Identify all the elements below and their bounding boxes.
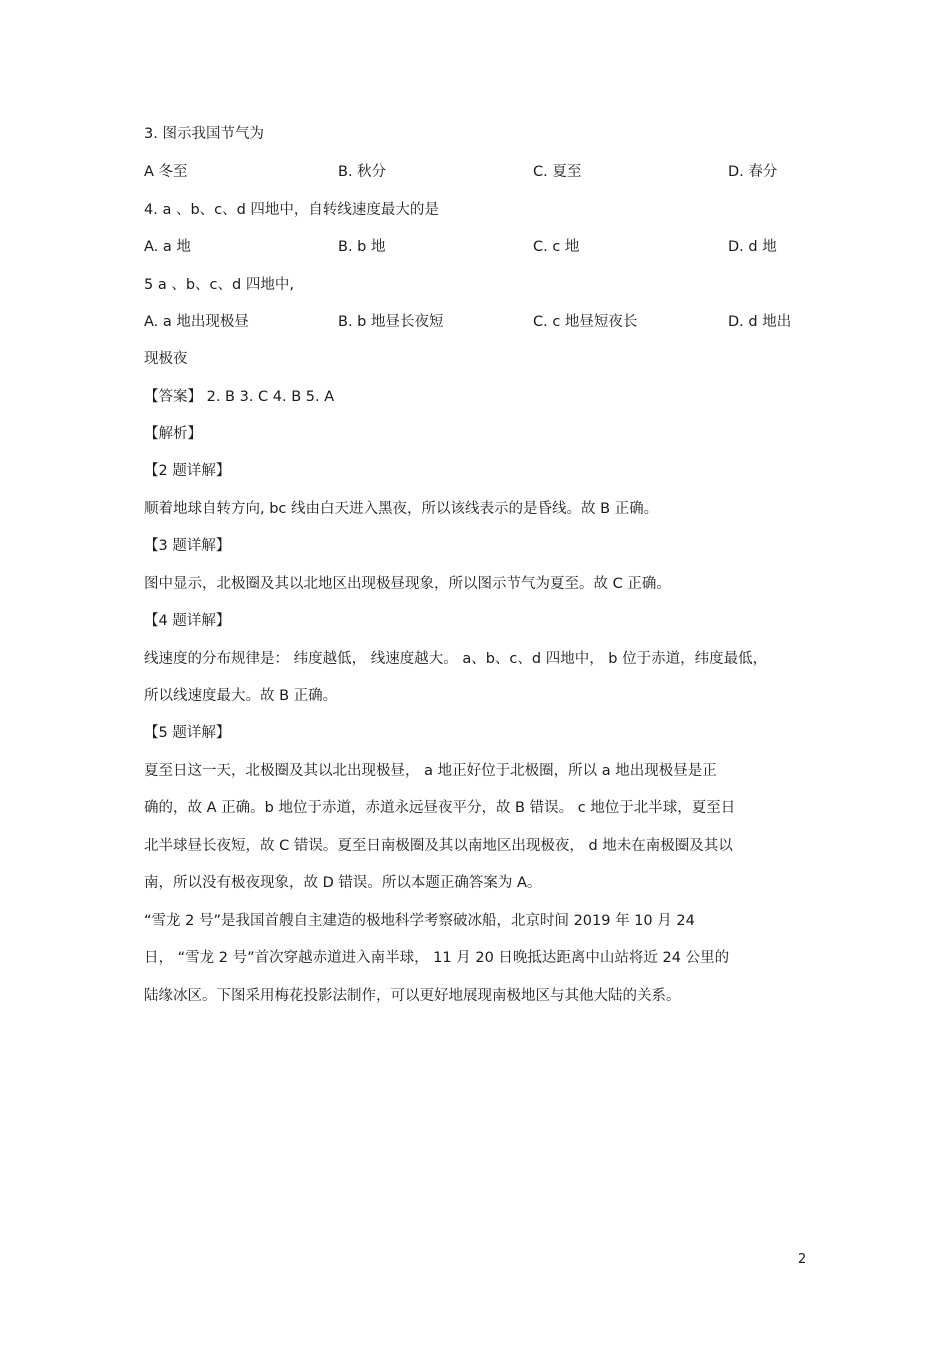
q4-option-b: B. b 地 — [338, 239, 386, 255]
detail-2-heading: 【2 题详解】 — [144, 463, 231, 479]
q5-option-c: C. c 地昼短夜长 — [533, 314, 638, 330]
passage-text-3: 陆缘冰区。下图采用梅花投影法制作，可以更好地展现南极地区与其他大陆的关系。 — [144, 988, 681, 1004]
q3-option-b: B. 秋分 — [338, 164, 387, 180]
passage-text-2: 日， “雪龙 2 号”首次穿越赤道进入南半球， 11 月 20 日晚抵达距离中山站将近 24 公里的 — [144, 950, 730, 966]
q5-option-d: D. d 地出 — [728, 314, 792, 330]
detail-3-heading: 【3 题详解】 — [144, 538, 231, 554]
page-number: 2 — [798, 1252, 807, 1267]
detail-5-text-3: 北半球昼长夜短，故 C 错误。夏至日南极圈及其以南地区出现极夜， d 地未在南极圈及其以 — [144, 838, 733, 854]
q5-option-b: B. b 地昼长夜短 — [338, 314, 444, 330]
detail-3-text: 图中显示，北极圈及其以北地区出现极昼现象，所以图示节气为夏至。故 C 正确。 — [144, 576, 671, 592]
q4-stem: 4. a 、b、c、d 四地中，自转线速度最大的是 — [144, 202, 439, 218]
q3-stem: 3. 图示我国节气为 — [144, 126, 264, 142]
q5-stem: 5 a 、b、c、d 四地中, — [144, 277, 294, 293]
detail-2-text: 顺着地球自转方向, bc 线由白天进入黑夜，所以该线表示的是昏线。故 B 正确。 — [144, 501, 659, 517]
passage-text-1: “雪龙 2 号”是我国首艘自主建造的极地科学考察破冰船，北京时间 2019 年 10 月 24 — [144, 913, 695, 929]
q5-option-d-continuation: 现极夜 — [144, 351, 188, 367]
detail-4-heading: 【4 题详解】 — [144, 613, 231, 629]
q4-option-c: C. c 地 — [533, 239, 580, 255]
q5-option-a: A. a 地出现极昼 — [144, 314, 249, 330]
q3-option-d: D. 春分 — [728, 164, 778, 180]
answer-line: 【答案】 2. B 3. C 4. B 5. A — [144, 389, 335, 405]
detail-4-text-1: 线速度的分布规律是： 纬度越低， 线速度越大。 a、b、c、d 四地中， b 位于赤道，纬度最低， — [144, 651, 768, 667]
q3-option-c: C. 夏至 — [533, 164, 582, 180]
analysis-heading: 【解析】 — [144, 426, 202, 442]
detail-5-text-4: 南，所以没有极夜现象，故 D 错误。所以本题正确答案为 A。 — [144, 875, 542, 891]
detail-5-text-1: 夏至日这一天，北极圈及其以北出现极昼， a 地正好位于北极圈，所以 a 地出现极昼是正 — [144, 763, 717, 779]
detail-5-heading: 【5 题详解】 — [144, 725, 231, 741]
q3-option-a: A 冬至 — [144, 164, 188, 180]
detail-5-text-2: 确的，故 A 正确。b 地位于赤道，赤道永远昼夜平分，故 B 错误。 c 地位于北半球，夏至日 — [144, 800, 736, 816]
q4-option-d: D. d 地 — [728, 239, 777, 255]
detail-4-text-2: 所以线速度最大。故 B 正确。 — [144, 688, 338, 704]
q4-option-a: A. a 地 — [144, 239, 191, 255]
